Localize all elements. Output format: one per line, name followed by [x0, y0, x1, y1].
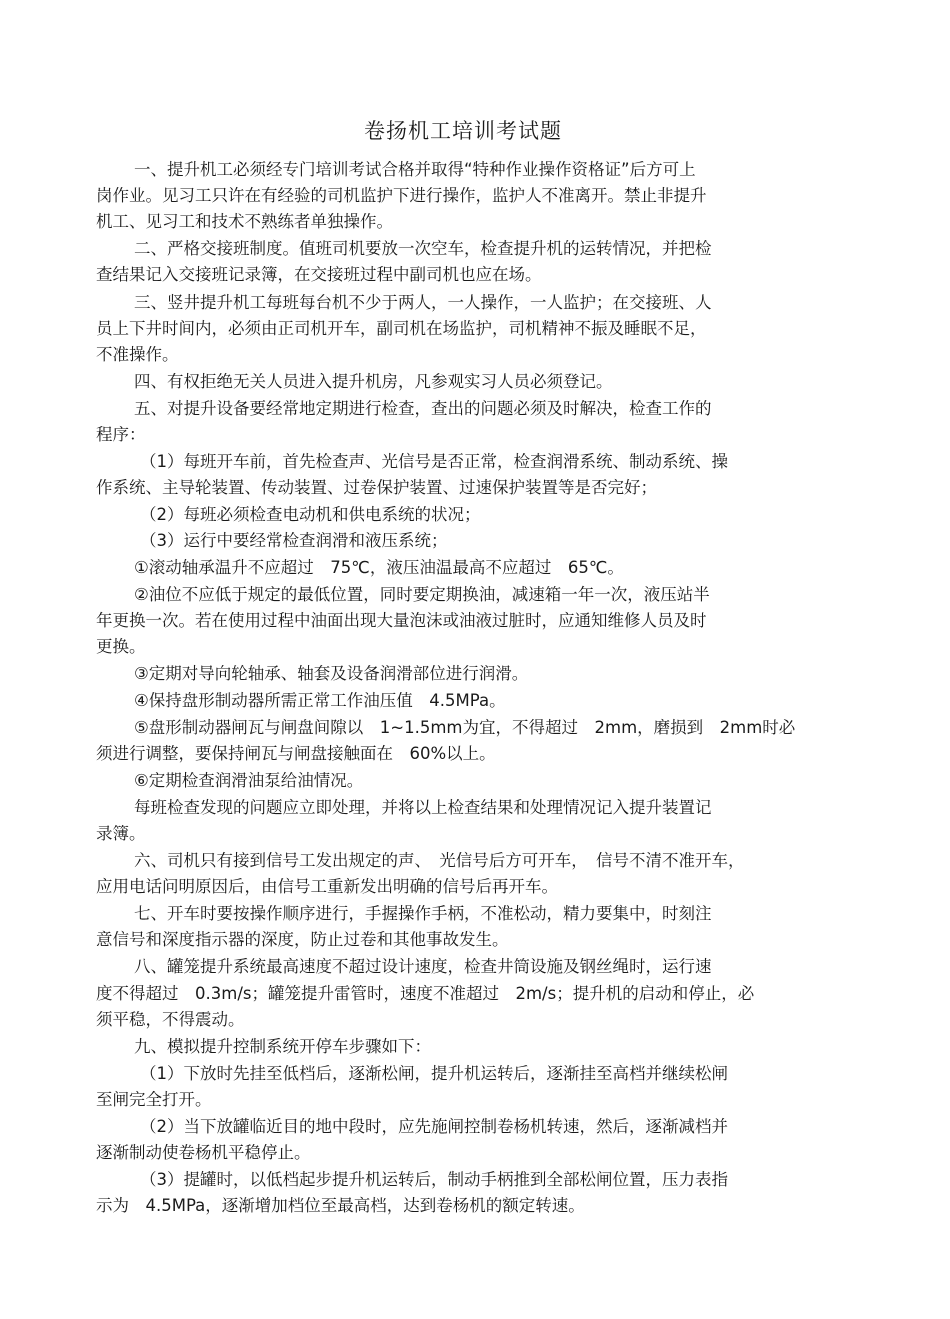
step-1-line-1: （1）下放时先挂至低档后，逐渐松闸，提升机运转后，逐渐挂至高档并继续松闸	[140, 1064, 728, 1083]
paragraph-3-line-1: 三、竖井提升机工每班每台机不少于两人，一人操作，一人监护；在交接班、人	[134, 293, 712, 312]
paragraph-8-line-3: 须平稳，不得震动。	[96, 1010, 245, 1029]
step-2-line-1: （2）当下放罐临近目的地中段时，应先施闸控制卷杨机转速，然后，逐渐减档并	[140, 1117, 728, 1136]
step-2-line-2: 逐渐制动使卷杨机平稳停止。	[96, 1143, 311, 1162]
check-summary-line-1: 每班检查发现的问题应立即处理，并将以上检查结果和处理情况记入提升装置记	[134, 798, 712, 817]
document-title: 卷扬机工培训考试题	[364, 119, 562, 143]
subitem-1: ①滚动轴承温升不应超过 75℃，液压油温最高不应超过 65℃。	[134, 558, 624, 577]
subitem-2-line-1: ②油位不应低于规定的最低位置，同时要定期换油，减速箱一年一次，液压站半	[134, 585, 710, 604]
subitem-3: ③定期对导向轮轴承、轴套及设备润滑部位进行润滑。	[134, 664, 529, 683]
paragraph-1-line-2: 岗作业。见习工只许在有经验的司机监护下进行操作，监护人不准离开。禁止非提升	[96, 186, 707, 205]
subitem-5-line-1: ⑤盘形制动器闸瓦与闸盘间隙以 1~1.5mm为宜，不得超过 2mm，磨损到 2mm时必	[134, 718, 796, 737]
item-5-3: （3）运行中要经常检查润滑和液压系统；	[140, 531, 448, 550]
paragraph-7-line-2: 意信号和深度指示器的深度，防止过卷和其他事故发生。	[96, 930, 509, 949]
paragraph-9-line-1: 九、模拟提升控制系统开停车步骤如下：	[134, 1037, 431, 1056]
subitem-4: ④保持盘形制动器所需正常工作油压值 4.5MPa。	[134, 691, 506, 710]
subitem-2-line-3: 更换。	[96, 637, 146, 656]
paragraph-6-line-2: 应用电话问明原因后，由信号工重新发出明确的信号后再开车。	[96, 877, 558, 896]
paragraph-3-line-3: 不准操作。	[96, 345, 179, 364]
item-5-1-line-2: 作系统、主导轮装置、传动装置、过卷保护装置、过速保护装置等是否完好；	[96, 478, 657, 497]
paragraph-1-line-1: 一、提升机工必须经专门培训考试合格并取得“特种作业操作资格证”后方可上	[134, 160, 696, 179]
paragraph-2-line-1: 二、严格交接班制度。值班司机要放一次空车，检查提升机的运转情况，并把检	[134, 239, 712, 258]
subitem-6: ⑥定期检查润滑油泵给油情况。	[134, 771, 364, 790]
paragraph-6-line-1: 六、司机只有接到信号工发出规定的声、 光信号后方可开车， 信号不清不准开车，	[134, 851, 745, 870]
item-5-2: （2）每班必须检查电动机和供电系统的状况；	[140, 505, 481, 524]
paragraph-1-line-3: 机工、见习工和技术不熟练者单独操作。	[96, 212, 393, 231]
check-summary-line-2: 录簿。	[96, 824, 146, 843]
paragraph-5-line-1: 五、对提升设备要经常地定期进行检查，查出的问题必须及时解决，检查工作的	[134, 399, 712, 418]
paragraph-8-line-2: 度不得超过 0.3m/s；罐笼提升雷管时，速度不准超过 2m/s；提升机的启动和停止，必	[96, 984, 755, 1003]
paragraph-5-line-2: 程序：	[96, 425, 146, 444]
subitem-5-line-2: 须进行调整，要保持闸瓦与闸盘接触面在 60%以上。	[96, 744, 496, 763]
paragraph-3-line-2: 员上下井时间内，必须由正司机开车，副司机在场监护，司机精神不振及睡眠不足，	[96, 319, 707, 338]
step-3-line-2: 示为 4.5MPa，逐渐增加档位至最高档，达到卷杨机的额定转速。	[96, 1196, 585, 1215]
paragraph-7-line-1: 七、开车时要按操作顺序进行，手握操作手柄，不准松动，精力要集中，时刻注	[134, 904, 712, 923]
step-3-line-1: （3）提罐时，以低档起步提升机运转后，制动手柄推到全部松闸位置，压力表指	[140, 1170, 728, 1189]
paragraph-2-line-2: 查结果记入交接班记录簿，在交接班过程中副司机也应在场。	[96, 265, 542, 284]
subitem-2-line-2: 年更换一次。若在使用过程中油面出现大量泡沫或油液过脏时，应通知维修人员及时	[96, 611, 707, 630]
paragraph-8-line-1: 八、罐笼提升系统最高速度不超过设计速度，检查井筒设施及钢丝绳时，运行速	[134, 957, 712, 976]
item-5-1-line-1: （1）每班开车前，首先检查声、光信号是否正常，检查润滑系统、制动系统、操	[140, 452, 728, 471]
paragraph-4-line-1: 四、有权拒绝无关人员进入提升机房，凡参观实习人员必须登记。	[134, 372, 613, 391]
step-1-line-2: 至闸完全打开。	[96, 1090, 212, 1109]
